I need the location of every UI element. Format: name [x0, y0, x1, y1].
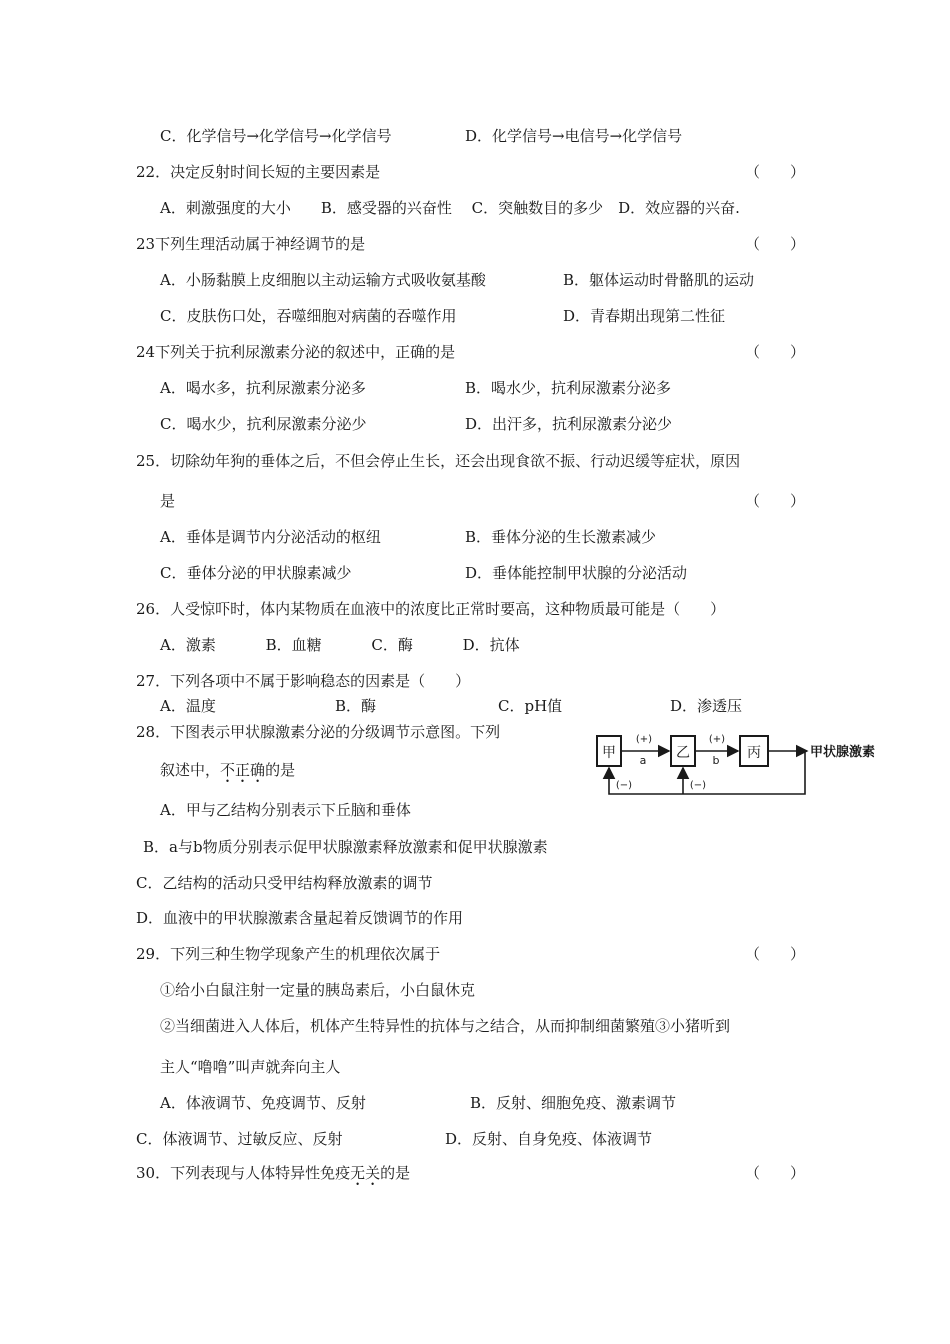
- emphasis-char: 正: [235, 761, 251, 779]
- emphasis-char: 确: [250, 761, 266, 779]
- q27-option-d: D．渗透压: [670, 697, 743, 715]
- q23-option-d: D．青春期出现第二性征: [563, 307, 726, 325]
- emphasis-char: 关: [365, 1164, 381, 1182]
- output-hormone-label: 甲状腺激素: [810, 745, 876, 760]
- q23-option-c: C．皮肤伤口处，吞噬细胞对病菌的吞噬作用: [160, 307, 457, 325]
- q22-stem: 22．决定反射时间长短的主要因素是: [136, 163, 381, 181]
- q29-option-d: D．反射、自身免疫、体液调节: [445, 1130, 653, 1148]
- substance-b-label: b: [712, 754, 720, 767]
- q25-option-b: B．垂体分泌的生长激素减少: [465, 528, 657, 546]
- q25-stem-line1: 25．切除幼年狗的垂体之后，不但会停止生长，还会出现食欲不振、行动迟缓等症状，原因: [136, 452, 741, 470]
- q24-answer-paren: （ ）: [745, 343, 806, 361]
- q28-option-a: A．甲与乙结构分别表示下丘脑和垂体: [160, 801, 411, 819]
- q28-option-b: B．a与b物质分别表示促甲状腺激素释放激素和促甲状腺激素: [143, 838, 548, 856]
- minus-label-yi: (−): [689, 780, 707, 791]
- q27-option-c: C．pH值: [498, 697, 563, 715]
- q27-stem: 27．下列各项中不属于影响稳态的因素是（ ）: [136, 672, 471, 690]
- substance-a-label: a: [639, 754, 647, 767]
- q28-option-c: C．乙结构的活动只受甲结构释放激素的调节: [136, 874, 433, 892]
- q28-stem-line1: 28．下图表示甲状腺激素分泌的分级调节示意图。下列: [136, 723, 501, 741]
- q28-option-d: D．血液中的甲状腺激素含量起着反馈调节的作用: [136, 909, 464, 927]
- q21-option-d: D．化学信号→电信号→化学信号: [465, 127, 683, 145]
- q29-option-a: A．体液调节、免疫调节、反射: [160, 1094, 366, 1112]
- q29-item1: ①给小白鼠注射一定量的胰岛素后，小白鼠休克: [160, 981, 476, 999]
- box-yi-label: 乙: [676, 745, 690, 761]
- q22-options: A．刺激强度的大小 B．感受器的兴奋性 C．突触数目的多少 D．效应器的兴奋.: [160, 199, 740, 217]
- q30-stem-prefix: 30．下列表现与人体特异性免疫: [136, 1164, 351, 1182]
- q24-stem: 24下列关于抗利尿激素分泌的叙述中，正确的是: [136, 343, 456, 361]
- q29-item2: ②当细菌进入人体后，机体产生特异性的抗体与之结合，从而抑制细菌繁殖③小猪听到: [160, 1017, 731, 1035]
- q27-option-b: B．酶: [335, 697, 377, 715]
- q29-answer-paren: （ ）: [745, 945, 806, 963]
- q26-stem: 26．人受惊吓时，体内某物质在血液中的浓度比正常时要高，这种物质最可能是（ ）: [136, 600, 726, 618]
- q28-stem-line2: [160, 760, 295, 780]
- q29-option-b: B．反射、细胞免疫、激素调节: [470, 1094, 677, 1112]
- q30-stem-suffix: 的是: [380, 1164, 411, 1182]
- q23-option-b: B．躯体运动时骨骼肌的运动: [563, 271, 755, 289]
- emphasis-char: 不: [220, 761, 236, 779]
- q25-option-d: D．垂体能控制甲状腺的分泌活动: [465, 564, 688, 582]
- q29-item3: 主人“噜噜”叫声就奔向主人: [160, 1058, 341, 1076]
- q24-option-b: B．喝水少，抗利尿激素分泌多: [465, 379, 672, 397]
- q25-option-c: C．垂体分泌的甲状腺素减少: [160, 564, 352, 582]
- q27-option-a: A．温度: [160, 697, 216, 715]
- q23-stem: 23下列生理活动属于神经调节的是: [136, 235, 366, 253]
- q24-option-a: A．喝水多，抗利尿激素分泌多: [160, 379, 366, 397]
- box-bing-label: 丙: [747, 745, 761, 761]
- q24-option-d: D．出汗多，抗利尿激素分泌少: [465, 415, 673, 433]
- q30-answer-paren: （ ）: [745, 1164, 806, 1182]
- minus-label-jia: (−): [615, 780, 633, 791]
- q29-stem: 29．下列三种生物学现象产生的机理依次属于: [136, 945, 441, 963]
- feedback-line: [609, 751, 805, 794]
- emphasis-char: 无: [350, 1164, 366, 1182]
- q25-answer-paren: （ ）: [745, 492, 806, 510]
- plus-label-b: (+): [708, 734, 726, 745]
- q26-options: A．激素 B．血糖 C．酶 D．抗体: [160, 636, 520, 654]
- q29-option-c: C．体液调节、过敏反应、反射: [136, 1130, 343, 1148]
- q25-stem-line2: 是: [160, 492, 176, 510]
- q23-option-a: A．小肠黏膜上皮细胞以主动运输方式吸收氨基酸: [160, 271, 486, 289]
- q23-answer-paren: （ ）: [745, 235, 806, 253]
- q30-stem: [136, 1163, 410, 1183]
- box-jia-label: 甲: [602, 745, 616, 761]
- q24-option-c: C．喝水少，抗利尿激素分泌少: [160, 415, 367, 433]
- q28-stem-prefix: 叙述中，: [160, 761, 221, 779]
- plus-label-a: (+): [635, 734, 653, 745]
- q25-option-a: A．垂体是调节内分泌活动的枢纽: [160, 528, 381, 546]
- q28-stem-suffix: 的是: [265, 761, 296, 779]
- q21-option-c: C．化学信号→化学信号→化学信号: [160, 127, 392, 145]
- q22-answer-paren: （ ）: [745, 163, 806, 181]
- thyroid-regulation-diagram: [593, 726, 893, 800]
